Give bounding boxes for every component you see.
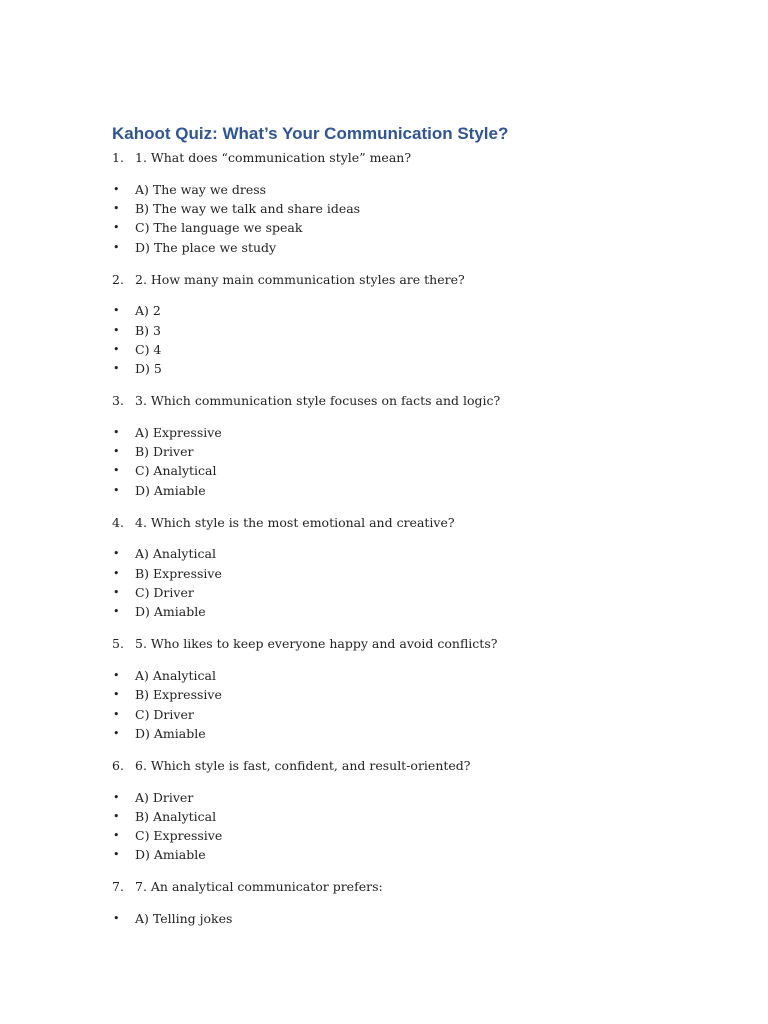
answer-text: A) The way we dress <box>135 181 267 197</box>
answer-option <box>112 461 672 480</box>
answer-option <box>112 423 672 442</box>
answer-text: A) Expressive <box>135 424 222 440</box>
answer-option <box>112 602 672 621</box>
bullet-icon: • <box>113 201 120 215</box>
answer-text: B) Expressive <box>135 565 222 581</box>
bullet-icon: • <box>113 483 120 497</box>
answer-text: B) 3 <box>135 322 161 338</box>
answer-text: A) Analytical <box>135 667 216 683</box>
bullet-icon: • <box>113 182 120 196</box>
answer-option <box>112 544 672 563</box>
answer-option <box>112 340 672 359</box>
quiz-question <box>112 148 672 167</box>
answer-option <box>112 321 672 340</box>
answer-text: D) Amiable <box>135 604 206 620</box>
answer-list <box>112 423 672 500</box>
question-number: 5. <box>112 636 124 652</box>
bullet-icon: • <box>113 547 120 561</box>
answer-text: B) Expressive <box>135 687 222 703</box>
bullet-icon: • <box>113 688 120 702</box>
answer-option <box>112 826 672 845</box>
answer-option <box>112 685 672 704</box>
answer-text: D) Amiable <box>135 725 206 741</box>
answer-text: D) Amiable <box>135 847 206 863</box>
bullet-icon: • <box>113 445 120 459</box>
answer-list <box>112 301 672 378</box>
bullet-icon: • <box>113 240 120 254</box>
answer-option <box>112 199 672 218</box>
question-number: 6. <box>112 757 124 773</box>
bullet-icon: • <box>113 707 120 721</box>
answer-list <box>112 180 672 257</box>
question-number: 1. <box>112 150 124 165</box>
quiz-question <box>112 391 672 410</box>
answer-option <box>112 845 672 864</box>
answer-list <box>112 544 672 621</box>
answer-text: C) Expressive <box>135 828 223 844</box>
answer-option <box>112 564 672 583</box>
answer-list <box>112 909 672 928</box>
answer-option <box>112 359 672 378</box>
question-text: 1. What does “communication style” mean? <box>135 150 412 165</box>
answer-text: C) Analytical <box>135 463 217 479</box>
answer-option <box>112 180 672 199</box>
answer-text: B) Driver <box>135 444 194 460</box>
answer-text: A) 2 <box>135 303 161 319</box>
question-text: 4. Which style is the most emotional and creative? <box>135 514 455 530</box>
quiz-question <box>112 756 672 775</box>
answer-text: C) 4 <box>135 341 162 357</box>
bullet-icon: • <box>113 668 120 682</box>
quiz-question <box>112 270 672 289</box>
bullet-icon: • <box>113 342 120 356</box>
question-text: 7. An analytical communicator prefers: <box>135 879 383 895</box>
answer-text: A) Driver <box>135 789 194 805</box>
question-text: 5. Who likes to keep everyone happy and avoid conflicts? <box>135 636 498 652</box>
quiz-question <box>112 634 672 653</box>
bullet-icon: • <box>113 464 120 478</box>
bullet-icon: • <box>113 362 120 376</box>
answer-text: C) Driver <box>135 584 194 600</box>
answer-option <box>112 218 672 237</box>
question-number: 2. <box>112 271 124 287</box>
question-text: 2. How many main communication styles are there? <box>135 271 465 287</box>
answer-option <box>112 666 672 685</box>
answer-option <box>112 481 672 500</box>
answer-text: D) 5 <box>135 361 162 377</box>
bullet-icon: • <box>113 605 120 619</box>
answer-option <box>112 705 672 724</box>
answer-text: B) The way we talk and share ideas <box>135 200 361 216</box>
answer-option <box>112 583 672 602</box>
answer-option <box>112 301 672 320</box>
bullet-icon: • <box>113 809 120 823</box>
bullet-icon: • <box>113 829 120 843</box>
question-number: 4. <box>112 514 124 530</box>
bullet-icon: • <box>113 323 120 337</box>
answer-text: C) Driver <box>135 706 194 722</box>
answer-text: B) Analytical <box>135 808 217 824</box>
answer-option <box>112 442 672 461</box>
question-number: 7. <box>112 879 124 895</box>
bullet-icon: • <box>113 425 120 439</box>
answer-text: A) Telling jokes <box>135 911 233 927</box>
answer-option <box>112 724 672 743</box>
quiz-question <box>112 513 672 532</box>
answer-option <box>112 788 672 807</box>
answer-option <box>112 807 672 826</box>
answer-text: D) Amiable <box>135 482 206 498</box>
document-title: Kahoot Quiz: What’s Your Communication Style? <box>112 124 509 143</box>
question-text: 6. Which style is fast, confident, and result-oriented? <box>135 757 471 773</box>
answer-list <box>112 666 672 743</box>
bullet-icon: • <box>113 726 120 740</box>
question-text: 3. Which communication style focuses on facts and logic? <box>135 393 501 409</box>
bullet-icon: • <box>113 912 120 926</box>
bullet-icon: • <box>113 566 120 580</box>
answer-text: C) The language we speak <box>135 220 303 236</box>
answer-text: D) The place we study <box>135 239 277 255</box>
bullet-icon: • <box>113 221 120 235</box>
answer-option <box>112 238 672 257</box>
answer-text: A) Analytical <box>135 546 216 562</box>
quiz-question <box>112 877 672 896</box>
bullet-icon: • <box>113 585 120 599</box>
bullet-icon: • <box>113 848 120 862</box>
answer-list <box>112 788 672 865</box>
answer-option <box>112 909 672 928</box>
question-number: 3. <box>112 393 124 409</box>
bullet-icon: • <box>113 304 120 318</box>
bullet-icon: • <box>113 790 120 804</box>
quiz-content <box>112 148 672 941</box>
